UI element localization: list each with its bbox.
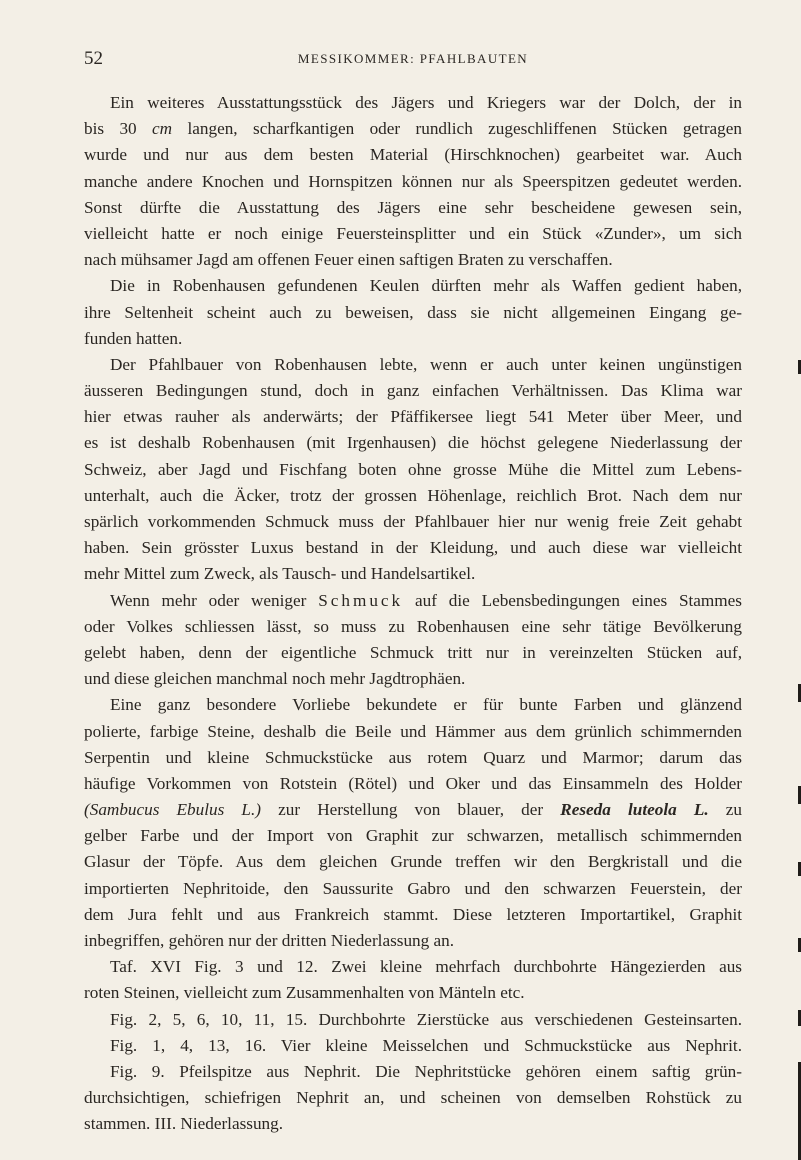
text-line	[84, 247, 742, 273]
text-line	[84, 980, 742, 1006]
text-segment: Die in Robenhausen gefundenen Keulen dürften mehr als Waffen gedient haben,	[110, 276, 742, 296]
page-number: 52	[84, 48, 103, 69]
text-line	[84, 509, 742, 535]
text-line	[84, 640, 742, 666]
text-segment: funden hatten.	[84, 328, 183, 348]
text-segment: (Sambucus Ebulus L.)	[84, 800, 262, 820]
text-line	[84, 273, 742, 299]
text-line	[84, 797, 742, 823]
text-segment: häufige Vorkommen von Rotstein (Rötel) und Oker und das Einsammeln des Holder	[84, 773, 742, 793]
text-line	[84, 169, 742, 195]
text-line	[84, 588, 742, 614]
text-segment: Wenn mehr oder weniger	[110, 590, 319, 610]
text-line	[84, 1033, 742, 1059]
text-segment: spärlich vorkommenden Schmuck muss der Pfahlbauer hier nur wenig freie Zeit gehabt	[84, 512, 742, 531]
text-line	[84, 142, 742, 168]
text-line	[84, 90, 742, 116]
text-segment: zu	[708, 800, 742, 820]
text-line	[84, 902, 742, 928]
body-text	[84, 90, 742, 1138]
text-segment: Taf. XVI Fig. 3 und 12. Zwei kleine mehrfach durchbohrte Hängezierden aus	[110, 957, 742, 977]
text-segment: bis 30	[84, 119, 153, 139]
text-line	[84, 561, 742, 587]
text-segment: Fig. 2, 5, 6, 10, 11, 15. Durchbohrte Zierstücke aus verschiedenen Gesteinsarten.	[110, 1009, 742, 1029]
text-line	[84, 404, 742, 430]
text-segment: haben. Sein grösster Luxus bestand in der Kleidung, und auch diese war vielleicht	[84, 538, 742, 558]
text-segment: Reseda luteola L.	[560, 800, 709, 820]
text-segment: gelebt haben, denn der eigentliche Schmuck tritt nur in vereinzelten Stücken auf,	[84, 642, 742, 662]
text-segment: äusseren Bedingungen stund, doch in ganz einfachen Verhältnissen. Das Klima war	[84, 381, 742, 401]
text-line	[84, 771, 742, 797]
text-line	[84, 326, 742, 352]
text-line	[84, 1085, 742, 1111]
text-line	[84, 195, 742, 221]
text-segment: mehr Mittel zum Zweck, als Tausch- und Handelsartikel.	[84, 564, 476, 584]
text-segment: es ist deshalb Robenhausen (mit Irgenhausen) die höchst gelegene Niederlassung der	[84, 433, 742, 453]
text-line	[84, 928, 742, 954]
text-segment: auf die Lebensbedingungen eines Stammes	[403, 590, 742, 610]
text-segment: polierte, farbige Steine, deshalb die Beile und Hämmer aus dem grünlich schimmernden	[84, 721, 742, 741]
text-segment: wurde und nur aus dem besten Material (Hirschknochen) gearbeitet war. Auch	[84, 145, 742, 165]
text-line	[84, 614, 742, 640]
text-line	[84, 849, 742, 875]
text-line	[84, 1059, 742, 1085]
text-line	[84, 876, 742, 902]
text-line	[84, 666, 742, 692]
text-segment: vielleicht hatte er noch einige Feuersteinsplitter und ein Stück «Zunder», um sich	[84, 223, 742, 243]
page-header	[84, 48, 742, 74]
text-segment: Glasur der Töpfe. Aus dem gleichen Grunde treffen wir den Bergkristall und die	[84, 852, 742, 872]
text-segment: langen, scharfkantigen oder rundlich zugeschliffenen Stücken getragen	[172, 119, 742, 139]
text-segment: stammen. III. Niederlassung.	[84, 1114, 284, 1134]
text-segment: dem Jura fehlt und aus Frankreich stammt. Diese letzteren Importartikel, Graphit	[84, 904, 742, 924]
text-segment: hier etwas rauher als anderwärts; der Pfäffikersee liegt 541 Meter über Meer, und	[84, 407, 742, 427]
text-line	[84, 378, 742, 404]
text-segment: manche andere Knochen und Hornspitzen können nur als Speerspitzen gedeutet werden.	[84, 171, 742, 191]
text-segment: durchsichtigen, schiefrigen Nephrit an, und scheinen von demselben Rohstück zu	[84, 1088, 742, 1108]
text-line	[84, 457, 742, 483]
text-segment: zur Herstellung von blauer, der	[261, 800, 561, 820]
text-line	[84, 823, 742, 849]
text-line	[84, 483, 742, 509]
text-line	[84, 745, 742, 771]
text-segment: Fig. 1, 4, 13, 16. Vier kleine Meisselchen und Schmuckstücke aus Nephrit.	[110, 1035, 742, 1055]
text-segment: inbegriffen, gehören nur der dritten Niederlassung an.	[84, 931, 455, 950]
text-segment: Sonst dürfte die Ausstattung des Jägers eine sehr bescheidene gewesen sein,	[84, 197, 742, 217]
text-line	[84, 1111, 742, 1137]
text-line	[84, 692, 742, 718]
text-segment: oder Volkes schliessen lässt, so muss zu Robenhausen eine sehr tätige Bevölkerung	[84, 616, 742, 636]
text-segment: Schweiz, aber Jagd und Fischfang boten ohne grosse Mühe die Mittel zum Lebens-	[84, 459, 742, 479]
text-segment: roten Steinen, vielleicht zum Zusammenhalten von Mänteln etc.	[84, 983, 525, 1003]
text-segment: Serpentin und kleine Schmuckstücke aus rotem Quarz und Marmor; darum das	[84, 747, 742, 767]
text-line	[84, 300, 742, 326]
running-title: MESSIKOMMER: PFAHLBAUTEN	[297, 51, 529, 66]
text-segment: Fig. 9. Pfeilspitze aus Nephrit. Die Nephritstücke gehören einem saftig grün-	[110, 1061, 742, 1081]
text-line	[84, 535, 742, 561]
text-line	[84, 954, 742, 980]
text-line	[84, 430, 742, 456]
text-segment: ihre Seltenheit scheint auch zu beweisen, dass sie nicht allgemeinen Eingang ge-	[84, 302, 742, 322]
text-line	[84, 116, 742, 142]
text-segment: Eine ganz besondere Vorliebe bekundete er für bunte Farben und glänzend	[110, 695, 742, 715]
text-segment: nach mühsamer Jagd am offenen Feuer einen saftigen Braten zu verschaffen.	[84, 250, 613, 270]
text-segment: unterhalt, auch die Äcker, trotz der grossen Höhenlage, reichlich Brot. Nach dem nur	[84, 485, 742, 505]
text-segment: Der Pfahlbauer von Robenhausen lebte, wenn er auch unter keinen ungünstigen	[110, 354, 742, 374]
text-segment: Ein weiteres Ausstattungsstück des Jägers und Kriegers war der Dolch, der in	[110, 93, 742, 112]
text-segment: und diese gleichen manchmal noch mehr Jagdtrophäen.	[84, 669, 466, 689]
text-segment: gelber Farbe und der Import von Graphit zur schwarzen, metallisch schimmernden	[84, 826, 742, 846]
text-line	[84, 221, 742, 247]
text-line	[84, 352, 742, 378]
text-line	[84, 1007, 742, 1033]
text-segment: cm	[152, 119, 173, 139]
text-line	[84, 719, 742, 745]
text-segment: Schmuck	[318, 590, 404, 610]
text-segment: importierten Nephritoide, den Saussurite Gabro und den schwarzen Feuerstein, der	[84, 878, 742, 898]
